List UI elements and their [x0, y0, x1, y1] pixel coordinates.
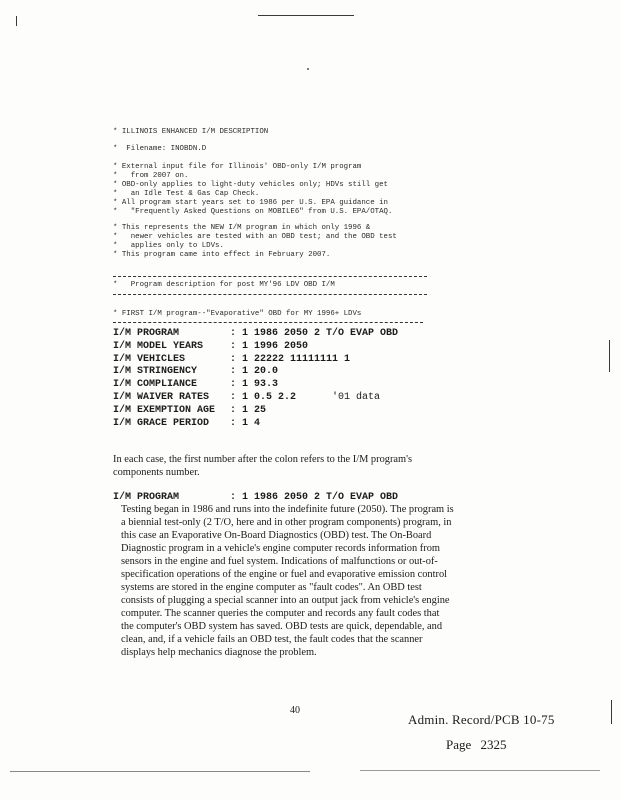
parameter-name: I/M WAIVER RATES: [113, 391, 210, 403]
parameter-name: I/M STRINGENCY: [113, 366, 198, 378]
right-edge-mark: [609, 340, 610, 372]
explanation-line: In each case, the first number after the colon refers to the I/M program's: [113, 454, 413, 465]
parameter-row: [113, 341, 398, 354]
parameter-value: 1 93.3: [242, 379, 279, 391]
bottom-scan-line-right: [360, 770, 600, 771]
parameter-row: [113, 354, 398, 367]
left-edge-mark: [16, 16, 17, 26]
parameter-name: I/M PROGRAM: [113, 328, 180, 339]
parameter-value: 1 22222 11111111 1: [242, 353, 351, 365]
parameter-value: 1 1996 2050: [242, 340, 309, 352]
parameter-colon: :: [230, 391, 237, 403]
detail-line: the computer's OBD system has saved. OBD tests are quick, dependable, and: [121, 621, 443, 632]
parameter-row: [113, 366, 398, 379]
parameter-colon: :: [230, 328, 237, 339]
scan-speck: [307, 68, 309, 70]
separator-line: [113, 322, 423, 323]
external-line: * "Frequently Asked Questions on MOBILE6" from U.S. EPA/OTAQ.: [113, 208, 393, 216]
parameter-value: 1 0.5 2.2: [242, 391, 297, 403]
parameter-row: [113, 405, 398, 418]
parameter-colon: :: [230, 366, 237, 378]
detail-line: computer. The scanner queries the computer and records any fault codes that: [121, 608, 440, 619]
parameter-value: 1 4: [242, 417, 261, 429]
detail-line: consists of plugging a special scanner into an output jack from vehicle's engine: [121, 595, 450, 606]
page-stamp: [446, 737, 507, 753]
parameter-colon: :: [230, 379, 237, 391]
separator-line: [113, 294, 427, 295]
parameter-colon: :: [230, 353, 237, 365]
detail-line: sensors in the engine and fuel system. Indications of malfunctions or out-of-: [121, 556, 438, 567]
page-stamp-label: Page: [446, 737, 472, 752]
admin-record-stamp: Admin. Record/PCB 10-75: [408, 712, 555, 727]
program-detail-value: : 1 1986 2050 2 T/O EVAP OBD: [230, 492, 399, 503]
detail-line: clean, and, if a vehicle fails an OBD test, the fault codes that the scanner: [121, 634, 423, 645]
separator-line: [113, 276, 427, 277]
parameter-name: I/M GRACE PERIOD: [113, 417, 210, 429]
parameter-colon: :: [230, 404, 237, 416]
parameter-row: [113, 392, 398, 405]
parameter-colon: :: [230, 417, 237, 429]
filename-line: * Filename: INOBDN.D: [113, 145, 207, 153]
detail-line: specification operations of the engine or fuel and evaporative emission control: [121, 569, 448, 580]
parameter-row: [113, 379, 398, 392]
external-line: * External input file for Illinois' OBD-only I/M program: [113, 163, 362, 171]
external-line: * All program start years set to 1986 per U.S. EPA guidance in: [113, 199, 388, 207]
parameter-name: I/M MODEL YEARS: [113, 340, 204, 352]
program-detail-name: I/M PROGRAM: [113, 492, 180, 503]
parameter-colon: :: [230, 340, 237, 352]
section-label: * Program description for post MY'96 LDV OBD I/M: [113, 281, 335, 289]
represents-line: * newer vehicles are tested with an OBD test; and the OBD test: [113, 233, 397, 241]
parameter-value: 1 20.0: [242, 366, 279, 378]
detail-line: a biennial test-only (2 T/O, here and in other program components) program, in: [121, 517, 452, 528]
external-line: * an Idle Test & Gas Cap Check.: [113, 190, 260, 198]
parameter-note: '01 data: [332, 391, 381, 403]
represents-line: * This represents the NEW I/M program in which only 1996 &: [113, 224, 371, 232]
represents-line: * This program came into effect in February 2007.: [113, 251, 331, 259]
external-line: * from 2007 on.: [113, 172, 189, 180]
right-edge-mark-lower: [611, 700, 612, 724]
page-number: 40: [290, 705, 300, 716]
detail-line: Diagnostic program in a vehicle's engine computer records information from: [121, 543, 440, 554]
external-line: * OBD-only applies to light-duty vehicles only; HDVs still get: [113, 181, 388, 189]
parameter-name: I/M EXEMPTION AGE: [113, 404, 216, 416]
detail-line: Testing began in 1986 and runs into the indefinite future (2050). The program is: [121, 504, 454, 515]
top-scan-line: [258, 15, 354, 16]
parameter-value: 1 25: [242, 404, 267, 416]
detail-line: displays help mechanics diagnose the problem.: [121, 647, 317, 658]
doc-title: * ILLINOIS ENHANCED I/M DESCRIPTION: [113, 128, 269, 136]
first-program-line: * FIRST I/M program--"Evaporative" OBD for MY 1996+ LDVs: [113, 310, 362, 318]
bottom-scan-line: [10, 771, 310, 772]
parameter-value: 1 1986 2050 2 T/O EVAP OBD: [242, 328, 399, 339]
explanation-line: components number.: [113, 467, 200, 478]
parameter-row: [113, 418, 398, 431]
represents-line: * applies only to LDVs.: [113, 242, 224, 250]
page-stamp-value: 2325: [480, 737, 507, 752]
detail-line: systems are stored in the engine computer as "fault codes". An OBD test: [121, 582, 422, 593]
detail-line: this case an Evaporative On-Board Diagnostics (OBD) test. The On-Board: [121, 530, 432, 541]
parameter-list: [113, 328, 398, 430]
parameter-name: I/M VEHICLES: [113, 353, 186, 365]
parameter-row: [113, 328, 398, 341]
parameter-name: I/M COMPLIANCE: [113, 379, 198, 391]
